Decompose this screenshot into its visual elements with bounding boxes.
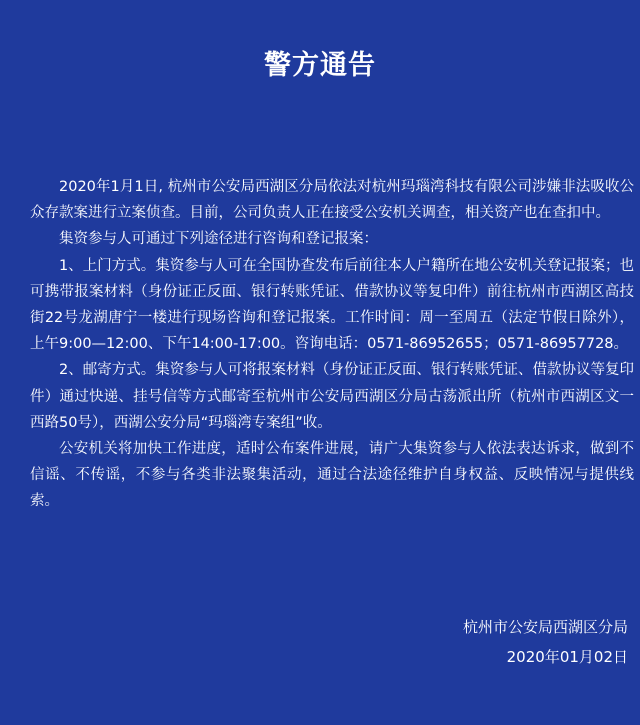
issuer-name: 杭州市公安局西湖区分局 bbox=[462, 618, 628, 636]
signature-block bbox=[463, 612, 628, 672]
paragraph-case-filing: 2020年1月1日, 杭州市公安局西湖区分局依法对杭州玛瑙湾科技有限公司涉嫌非法吸收公众存款案进行立案侦查。目前，公司负责人正在接受公安机关调查，相关资产也在查扣中。 bbox=[30, 179, 634, 222]
paragraph-report-channels: 集资参与人可通过下列途径进行咨询和登记报案： bbox=[59, 231, 378, 248]
issue-date: 2020年01月02日 bbox=[506, 648, 628, 666]
notice-title: 警方通告 bbox=[264, 50, 376, 81]
notice-body bbox=[30, 174, 634, 515]
paragraph-closing: 公安机关将加快工作进度，适时公布案件进展，请广大集资参与人依法表达诉求，做到不信谣、不传谣，不参与各类非法聚集活动，通过合法途径维护自身权益、反映情况与提供线索。 bbox=[30, 441, 634, 510]
paragraph-by-mail: 2、邮寄方式。集资参与人可将报案材料（身份证正反面、银行转账凭证、借款协议等复印件）通过快递、挂号信等方式邮寄至杭州市公安局西湖区分局古荡派出所（杭州市西湖区文一西路50号），西湖公安分局“玛瑙湾专案组”收。 bbox=[30, 362, 634, 431]
paragraph-in-person: 1、上门方式。集资参与人可在全国协查发布后前往本人户籍所在地公安机关登记报案；也可携带报案材料（身份证正反面、银行转账凭证、借款协议等复印件）前往杭州市西湖区高技街22号龙湖唐宁一楼进行现场咨询和登记报案。工作时间：周一至周五（法定节假日除外），上午9:00—12:00、下午14:00-17:00。咨询电话：0571-86952655；0571-86957728。 bbox=[30, 257, 634, 353]
